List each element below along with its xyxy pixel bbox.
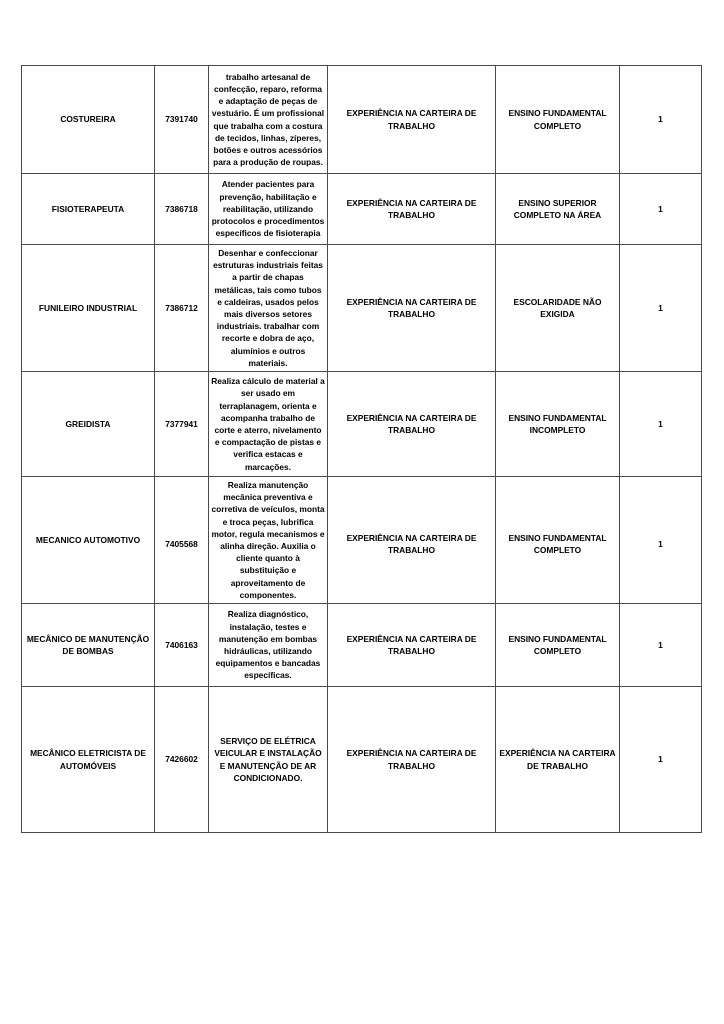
table-row xyxy=(22,604,702,687)
job-title: MECANICO AUTOMOTIVO xyxy=(22,477,155,604)
table-row xyxy=(22,687,702,833)
job-description: Atender pacientes para prevenção, habilitação e reabilitação, utilizando protocolos e procedimentos específicos de fisioterapia xyxy=(209,174,328,245)
experience-requirement: EXPERIÊNCIA NA CARTEIRA DE TRABALHO xyxy=(328,604,496,687)
job-code: 7405568 xyxy=(155,477,209,604)
job-description: SERVIÇO DE ELÉTRICA VEICULAR E INSTALAÇÃO E MANUTENÇÃO DE AR CONDICIONADO. xyxy=(209,687,328,833)
education-requirement: EXPERIÊNCIA NA CARTEIRA DE TRABALHO xyxy=(496,687,620,833)
table-row xyxy=(22,245,702,372)
job-title: COSTUREIRA xyxy=(22,66,155,174)
table-row xyxy=(22,174,702,245)
education-requirement: ENSINO FUNDAMENTAL COMPLETO xyxy=(496,66,620,174)
vacancies-table xyxy=(21,65,702,833)
job-code: 7386712 xyxy=(155,245,209,372)
job-title: FUNILEIRO INDUSTRIAL xyxy=(22,245,155,372)
education-requirement: ENSINO SUPERIOR COMPLETO NA ÁREA xyxy=(496,174,620,245)
job-description: Desenhar e confeccionar estruturas industriais feitas a partir de chapas metálicas, tais como tubos e caldeiras, usados pelos mais diversos setores industriais. trabalhar com recorte e dobra de aço, alumínios e outros materiais. xyxy=(209,245,328,372)
vacancy-count: 1 xyxy=(620,477,702,604)
education-requirement: ESCOLARIDADE NÃO EXIGIDA xyxy=(496,245,620,372)
education-requirement: ENSINO FUNDAMENTAL INCOMPLETO xyxy=(496,372,620,477)
table-row xyxy=(22,372,702,477)
job-code: 7391740 xyxy=(155,66,209,174)
job-description: Realiza cálculo de material a ser usado em terraplanagem, orienta e acompanha trabalho de corte e aterro, nivelamento e compactação de pistas e verifica estacas e marcações. xyxy=(209,372,328,477)
experience-requirement: EXPERIÊNCIA NA CARTEIRA DE TRABALHO xyxy=(328,66,496,174)
vacancy-count: 1 xyxy=(620,245,702,372)
job-description: Realiza manutenção mecânica preventiva e corretiva de veículos, monta e troca peças, lubrifica motor, regula mecanismos e alinha direção. Auxilia o cliente quanto à substituição e aproveitamento de componentes. xyxy=(209,477,328,604)
job-title: GREIDISTA xyxy=(22,372,155,477)
vacancy-count: 1 xyxy=(620,66,702,174)
experience-requirement: EXPERIÊNCIA NA CARTEIRA DE TRABALHO xyxy=(328,245,496,372)
vacancy-count: 1 xyxy=(620,687,702,833)
job-description: Realiza diagnóstico, instalação, testes e manutenção em bombas hidráulicas, utilizando equipamentos e bancadas específicas. xyxy=(209,604,328,687)
experience-requirement: EXPERIÊNCIA NA CARTEIRA DE TRABALHO xyxy=(328,477,496,604)
vacancy-count: 1 xyxy=(620,174,702,245)
vacancy-count: 1 xyxy=(620,372,702,477)
job-code: 7426602 xyxy=(155,687,209,833)
table-row xyxy=(22,66,702,174)
experience-requirement: EXPERIÊNCIA NA CARTEIRA DE TRABALHO xyxy=(328,687,496,833)
experience-requirement: EXPERIÊNCIA NA CARTEIRA DE TRABALHO xyxy=(328,174,496,245)
job-code: 7377941 xyxy=(155,372,209,477)
experience-requirement: EXPERIÊNCIA NA CARTEIRA DE TRABALHO xyxy=(328,372,496,477)
job-code: 7386718 xyxy=(155,174,209,245)
education-requirement: ENSINO FUNDAMENTAL COMPLETO xyxy=(496,477,620,604)
job-code: 7406163 xyxy=(155,604,209,687)
table-row xyxy=(22,477,702,604)
job-title: MECÂNICO DE MANUTENÇÃO DE BOMBAS xyxy=(22,604,155,687)
job-description: trabalho artesanal de confecção, reparo, reforma e adaptação de peças de vestuário. É um profissional que trabalha com a costura de tecidos, linhas, zíperes, botões e outros acessórios para a produção de roupas. xyxy=(209,66,328,174)
education-requirement: ENSINO FUNDAMENTAL COMPLETO xyxy=(496,604,620,687)
vacancy-count: 1 xyxy=(620,604,702,687)
job-title: MECÂNICO ELETRICISTA DE AUTOMÓVEIS xyxy=(22,687,155,833)
job-title: FISIOTERAPEUTA xyxy=(22,174,155,245)
